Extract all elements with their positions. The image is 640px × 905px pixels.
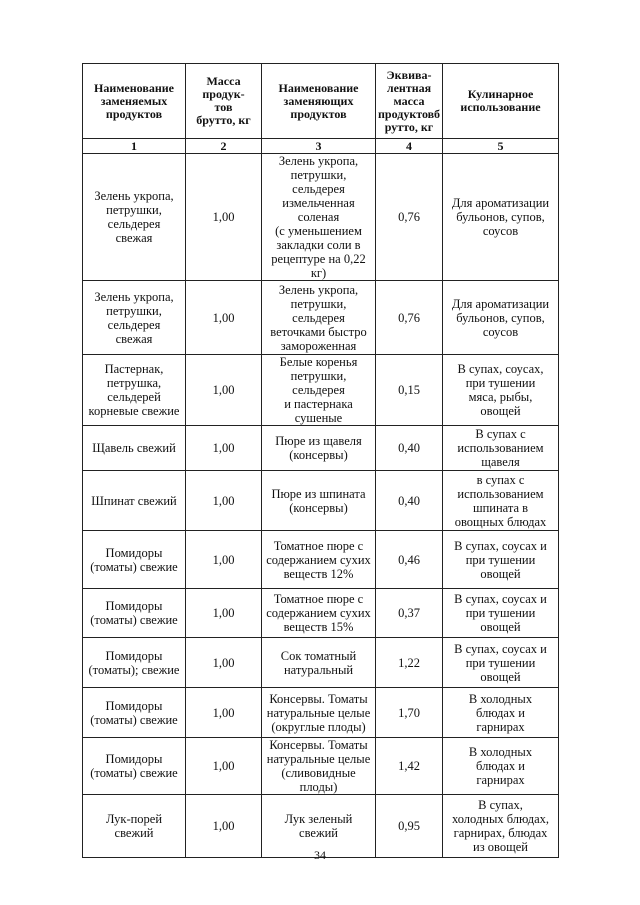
table-cell-c1: Зелень укропа, петрушки, сельдерея свежая: [83, 154, 186, 281]
table-cell-c1: Лук-порей свежий: [83, 795, 186, 858]
header-gross-mass: Масса продук- тов брутто, кг: [186, 64, 262, 139]
table-cell-c3: Томатное пюре с содержанием сухих веществ 12%: [262, 531, 376, 589]
table-cell-c4: 1,70: [376, 688, 443, 738]
table-row: [83, 281, 559, 355]
header-culinary-use: Кулинарное использование: [443, 64, 559, 139]
table-row: [83, 589, 559, 638]
table-cell-c3: Пюре из шпината (консервы): [262, 471, 376, 531]
table-cell-c1: Помидоры (томаты) свежие: [83, 688, 186, 738]
table-cell-c5: В супах, соусах, при тушении мяса, рыбы, овощей: [443, 355, 559, 426]
table-cell-c4: 0,46: [376, 531, 443, 589]
table-cell-c3: Зелень укропа, петрушки, сельдерея измельченная соленая (с уменьшением закладки соли в рецептуре на 0,22 кг): [262, 154, 376, 281]
table-cell-c3: Томатное пюре с содержанием сухих веществ 15%: [262, 589, 376, 638]
table-cell-c1: Помидоры (томаты) свежие: [83, 589, 186, 638]
table-cell-c2: 1,00: [186, 738, 262, 795]
table-row: [83, 738, 559, 795]
column-number-row: [83, 139, 559, 154]
column-number: 2: [186, 139, 262, 154]
header-replacing-product: Наименование заменяющих продуктов: [262, 64, 376, 139]
table-row: [83, 531, 559, 589]
header-replaced-product: Наименование заменяемых продуктов: [83, 64, 186, 139]
table-cell-c3: Пюре из щавеля (консервы): [262, 426, 376, 471]
table-cell-c4: 0,40: [376, 426, 443, 471]
table-cell-c3: Белые коренья петрушки, сельдерея и пастернака сушеные: [262, 355, 376, 426]
table-cell-c2: 1,00: [186, 154, 262, 281]
table-cell-c3: Консервы. Томаты натуральные целые (сливовидные плоды): [262, 738, 376, 795]
table-cell-c3: Консервы. Томаты натуральные целые (округлые плоды): [262, 688, 376, 738]
table-row: [83, 426, 559, 471]
table-cell-c2: 1,00: [186, 426, 262, 471]
substitution-table: [82, 63, 559, 858]
table-cell-c5: В супах, холодных блюдах, гарнирах, блюдах из овощей: [443, 795, 559, 858]
table-cell-c4: 1,42: [376, 738, 443, 795]
table-cell-c1: Помидоры (томаты) свежие: [83, 531, 186, 589]
table-cell-c3: Сок томатный натуральный: [262, 638, 376, 688]
table-cell-c4: 0,76: [376, 281, 443, 355]
table-cell-c4: 0,37: [376, 589, 443, 638]
table-cell-c1: Помидоры (томаты) свежие: [83, 738, 186, 795]
table-row: [83, 154, 559, 281]
table-cell-c4: 0,40: [376, 471, 443, 531]
header-row: [83, 64, 559, 139]
table-cell-c4: 0,76: [376, 154, 443, 281]
table-cell-c5: в супах с использованием шпината в овощных блюдах: [443, 471, 559, 531]
table-cell-c5: Для ароматизации бульонов, супов, соусов: [443, 281, 559, 355]
table-cell-c5: В холодных блюдах и гарнирах: [443, 738, 559, 795]
table-cell-c1: Шпинат свежий: [83, 471, 186, 531]
table-cell-c4: 0,95: [376, 795, 443, 858]
table-cell-c3: Зелень укропа, петрушки, сельдерея веточками быстро замороженная: [262, 281, 376, 355]
header-equivalent-mass: Эквива- лентная масса продуктовб рутто, кг: [376, 64, 443, 139]
table-cell-c5: В супах, соусах и при тушении овощей: [443, 638, 559, 688]
table-cell-c5: В супах, соусах и при тушении овощей: [443, 589, 559, 638]
table-cell-c3: Лук зеленый свежий: [262, 795, 376, 858]
table-cell-c1: Зелень укропа, петрушки, сельдерея свежая: [83, 281, 186, 355]
page-number: 34: [314, 848, 326, 862]
table-cell-c1: Щавель свежий: [83, 426, 186, 471]
table-row: [83, 471, 559, 531]
column-number: 4: [376, 139, 443, 154]
column-number: 5: [443, 139, 559, 154]
column-number: 1: [83, 139, 186, 154]
table-row: [83, 638, 559, 688]
table-cell-c2: 1,00: [186, 281, 262, 355]
table-cell-c1: Пастернак, петрушка, сельдерей корневые свежие: [83, 355, 186, 426]
table-cell-c2: 1,00: [186, 638, 262, 688]
table-row: [83, 688, 559, 738]
table-cell-c5: В супах, соусах и при тушении овощей: [443, 531, 559, 589]
table-cell-c2: 1,00: [186, 471, 262, 531]
table-cell-c1: Помидоры (томаты); свежие: [83, 638, 186, 688]
table-row: [83, 355, 559, 426]
table-cell-c2: 1,00: [186, 688, 262, 738]
table-cell-c5: В холодных блюдах и гарнирах: [443, 688, 559, 738]
table-cell-c5: В супах с использованием щавеля: [443, 426, 559, 471]
table-cell-c2: 1,00: [186, 355, 262, 426]
table-cell-c4: 1,22: [376, 638, 443, 688]
column-number: 3: [262, 139, 376, 154]
table-cell-c2: 1,00: [186, 589, 262, 638]
table-cell-c2: 1,00: [186, 531, 262, 589]
table-cell-c5: Для ароматизации бульонов, супов, соусов: [443, 154, 559, 281]
table-cell-c4: 0,15: [376, 355, 443, 426]
table-cell-c2: 1,00: [186, 795, 262, 858]
